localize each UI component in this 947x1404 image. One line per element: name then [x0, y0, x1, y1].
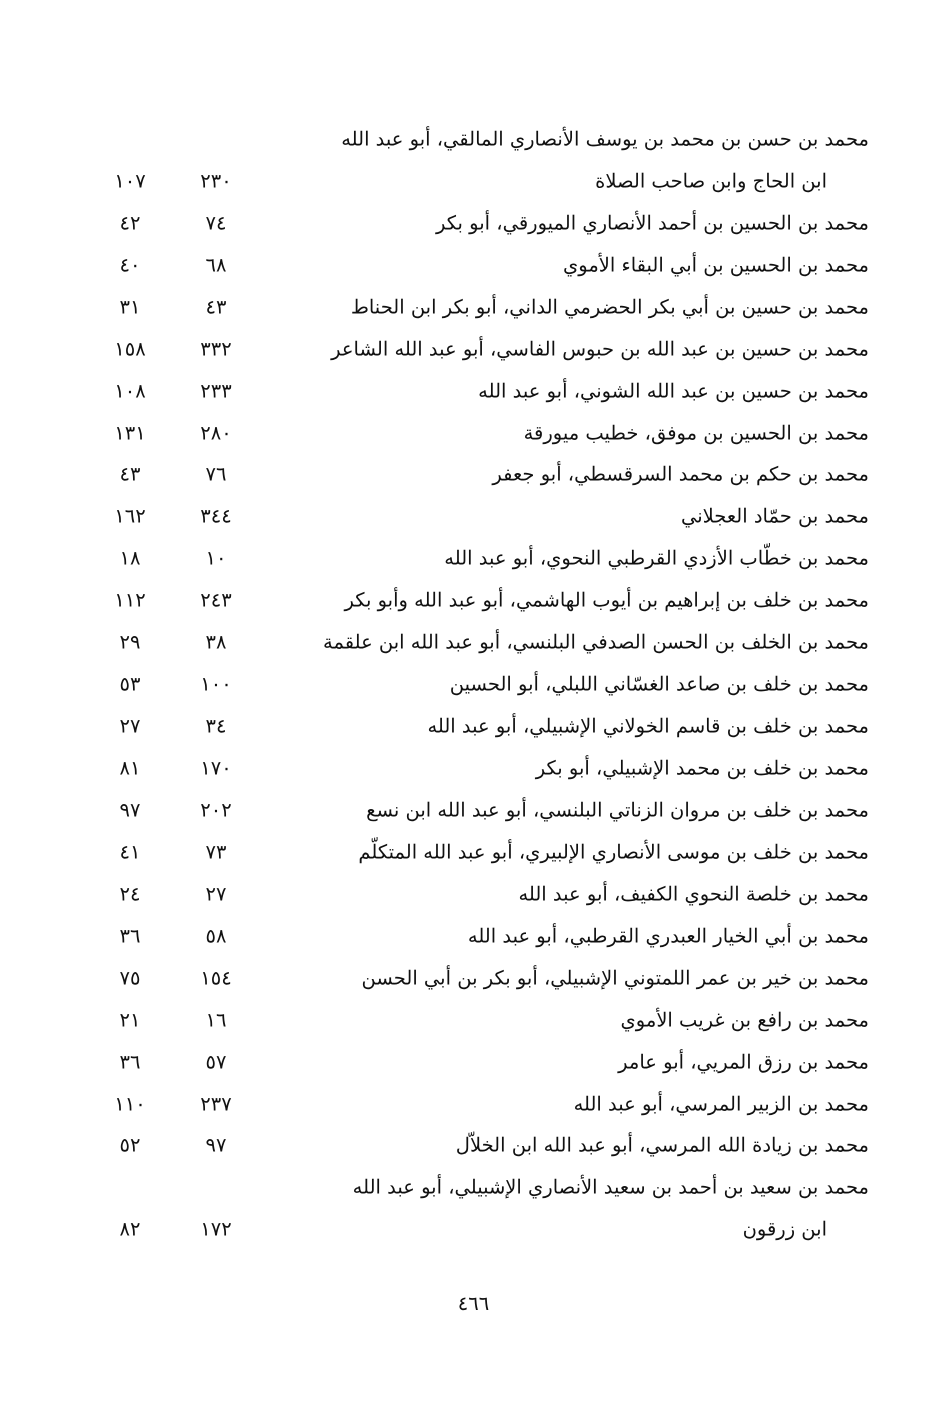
page-reference: ١٦٢ [114, 504, 146, 528]
entry-name: محمد بن الحسين بن أحمد الأنصاري الميورقي، أبو بكر [436, 211, 869, 235]
biography-number: ٣٣٢ [200, 337, 232, 361]
entry-name: محمد بن خير بن عمر اللمتوني الإشبيلي، أبو بكر بن أبي الحسن [361, 966, 869, 990]
page-reference: ٩٧ [119, 798, 141, 822]
biography-number: ١٠٠ [200, 672, 232, 696]
index-entry [0, 370, 947, 412]
page-reference: ١١٢ [114, 588, 146, 612]
page-reference: ١١٠ [114, 1092, 146, 1116]
biography-number: ١٦ [205, 1008, 227, 1032]
biography-number: ٣٤٤ [200, 504, 232, 528]
biography-number: ٢٨٠ [200, 421, 232, 445]
page-reference: ١٠٧ [114, 169, 146, 193]
page-reference: ٣١ [119, 295, 141, 319]
biography-number: ٢٤٣ [200, 588, 232, 612]
biography-number: ١٥٤ [200, 966, 232, 990]
entry-name: محمد بن خلف بن إبراهيم بن أيوب الهاشمي، أبو عبد الله وأبو بكر [344, 588, 869, 612]
biography-number: ٢٣٠ [200, 169, 232, 193]
entry-name: محمد بن خلصة النحوي الكفيف، أبو عبد الله [518, 882, 869, 906]
index-entry [0, 160, 947, 202]
biography-number: ٥٧ [205, 1050, 227, 1074]
page-reference: ٣٦ [119, 924, 141, 948]
entry-name: محمد بن الخلف بن الحسن الصدفي البلنسي، أبو عبد الله ابن علقمة [323, 630, 869, 654]
entry-name: محمد بن خلف بن مروان الزناتي البلنسي، أبو عبد الله ابن نسع [366, 798, 869, 822]
index-entry [0, 579, 947, 621]
index-entry [0, 873, 947, 915]
page-reference: ١٠٨ [114, 379, 146, 403]
index-entry [0, 244, 947, 286]
entry-name: محمد بن رزق المريي، أبو عامر [618, 1050, 869, 1074]
entry-name: محمد بن أبي الخيار العبدري القرطبي، أبو عبد الله [467, 924, 869, 948]
index-list [0, 118, 947, 1250]
page-reference: ٨٢ [119, 1217, 141, 1241]
page-reference: ٨١ [119, 756, 141, 780]
page-reference: ١٣١ [114, 421, 146, 445]
biography-number: ٥٨ [205, 924, 227, 948]
biography-number: ٢٧ [205, 882, 227, 906]
entry-name: محمد بن الزبير المرسي، أبو عبد الله [573, 1092, 869, 1116]
entry-name: محمد بن حسين بن أبي بكر الحضرمي الداني، أبو بكر ابن الحناط [350, 295, 869, 319]
biography-number: ٩٧ [205, 1133, 227, 1157]
page-reference: ٢٤ [119, 882, 141, 906]
index-entry [0, 1083, 947, 1125]
page-reference: ١٨ [119, 546, 141, 570]
entry-name: محمد بن زيادة الله المرسي، أبو عبد الله ابن الخلاّل [455, 1133, 869, 1157]
biography-number: ٧٣ [205, 840, 227, 864]
biography-number: ٣٨ [205, 630, 227, 654]
biography-number: ٧٦ [205, 462, 227, 486]
biography-number: ٢٣٧ [200, 1092, 232, 1116]
entry-name: محمد بن الحسين بن أبي البقاء الأموي [563, 253, 869, 277]
index-entry [0, 747, 947, 789]
entry-name: محمد بن حسين بن عبد الله بن حبوس الفاسي، أبو عبد الله الشاعر [331, 337, 869, 361]
index-entry [0, 1208, 947, 1250]
entry-name: محمد بن خلف بن موسى الأنصاري الإلبيري، أبو عبد الله المتكلّم [358, 840, 869, 864]
biography-number: ٦٨ [205, 253, 227, 277]
page-number: ٤٦٦ [457, 1292, 490, 1315]
index-entry [0, 789, 947, 831]
entry-name: محمد بن خلف بن صاعد الغسّاني اللبلي، أبو الحسين [449, 672, 869, 696]
entry-name: محمد بن خطّاب الأزدي القرطبي النحوي، أبو عبد الله [444, 546, 869, 570]
biography-number: ٧٤ [205, 211, 227, 235]
index-entry [0, 454, 947, 496]
index-entry [0, 286, 947, 328]
entry-name: محمد بن خلف بن محمد الإشبيلي، أبو بكر [535, 756, 869, 780]
page-reference: ٤١ [119, 840, 141, 864]
page-reference: ٢١ [119, 1008, 141, 1032]
index-entry [0, 663, 947, 705]
page-reference: ٣٦ [119, 1050, 141, 1074]
index-entry [0, 915, 947, 957]
biography-number: ٢٣٣ [200, 379, 232, 403]
biography-number: ٢٠٢ [200, 798, 232, 822]
page-reference: ٢٧ [119, 714, 141, 738]
index-entry [0, 118, 947, 160]
entry-name: محمد بن حسن بن محمد بن يوسف الأنصاري المالقي، أبو عبد الله [341, 127, 869, 151]
page-reference: ٤٢ [119, 211, 141, 235]
biography-number: ١٧٠ [200, 756, 232, 780]
page-reference: ٢٩ [119, 630, 141, 654]
entry-name: ابن زرقون [742, 1217, 827, 1241]
page-reference: ٤٠ [119, 253, 141, 277]
index-entry [0, 412, 947, 454]
entry-name: محمد بن رافع بن غريب الأموي [620, 1008, 869, 1032]
entry-name: محمد بن سعيد بن أحمد بن سعيد الأنصاري الإشبيلي، أبو عبد الله [352, 1175, 869, 1199]
page-reference: ١٥٨ [114, 337, 146, 361]
biography-number: ٤٣ [205, 295, 227, 319]
index-entry [0, 1125, 947, 1167]
entry-name: محمد بن حسين بن عبد الله الشوني، أبو عبد الله [478, 379, 869, 403]
index-entry [0, 999, 947, 1041]
entry-name: محمد بن الحسين بن موفق، خطيب ميورقة [523, 421, 869, 445]
biography-number: ١٧٢ [200, 1217, 232, 1241]
biography-number: ١٠ [205, 546, 227, 570]
index-entry [0, 202, 947, 244]
entry-name: محمد بن خلف بن قاسم الخولاني الإشبيلي، أبو عبد الله [427, 714, 869, 738]
index-entry [0, 705, 947, 747]
index-entry [0, 831, 947, 873]
index-entry [0, 328, 947, 370]
page-reference: ٥٣ [119, 672, 141, 696]
entry-name: محمد بن حمّاد العجلاني [680, 504, 869, 528]
page-reference: ٧٥ [119, 966, 141, 990]
biography-number: ٣٤ [205, 714, 227, 738]
index-entry [0, 1041, 947, 1083]
entry-name: ابن الحاج وابن صاحب الصلاة [595, 169, 827, 193]
page-reference: ٤٣ [119, 462, 141, 486]
entry-name: محمد بن حكم بن محمد السرقسطي، أبو جعفر [492, 462, 869, 486]
page-reference: ٥٢ [119, 1133, 141, 1157]
index-entry [0, 1166, 947, 1208]
index-entry [0, 495, 947, 537]
index-entry [0, 537, 947, 579]
index-entry [0, 621, 947, 663]
index-entry [0, 957, 947, 999]
